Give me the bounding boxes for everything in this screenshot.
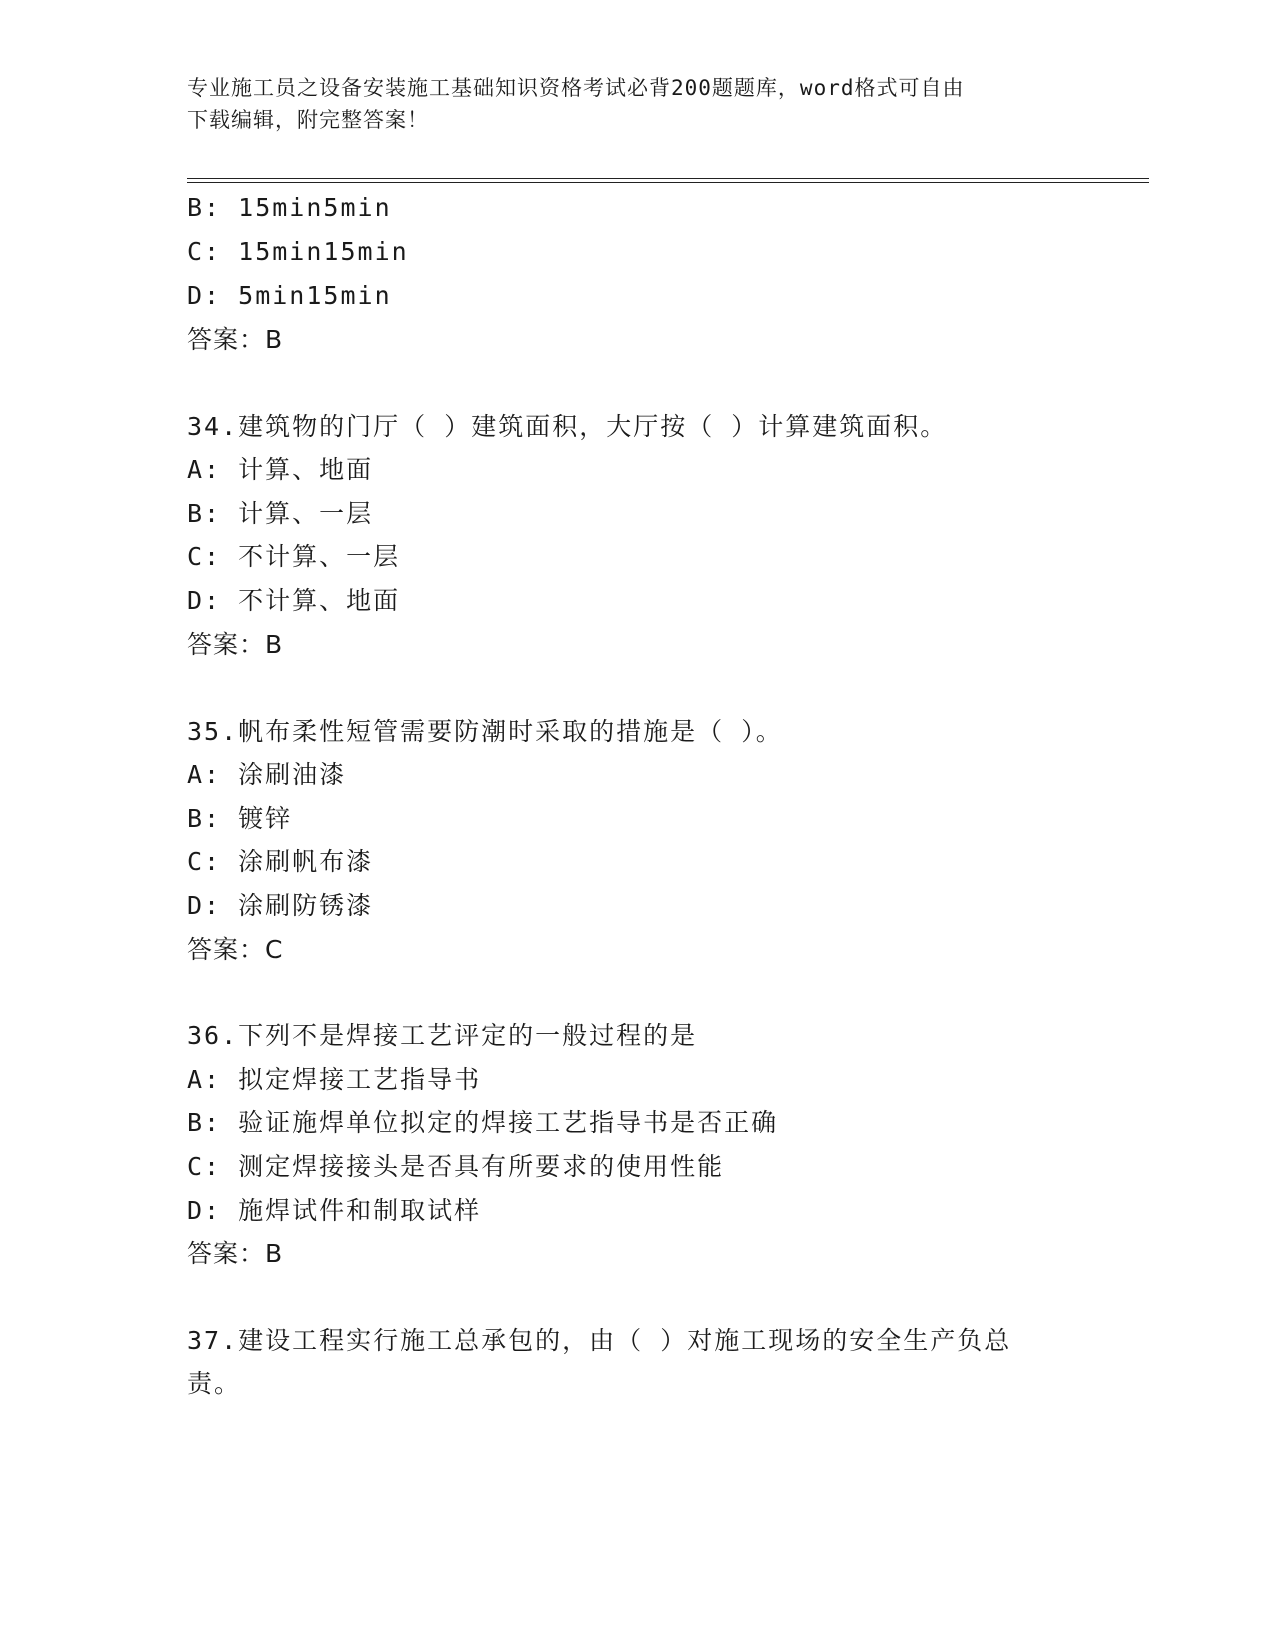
q36-option-b: B: 验证施焊单位拟定的焊接工艺指导书是否正确 [187, 1108, 779, 1137]
document-header [187, 72, 1087, 136]
q34-option-b: B: 计算、一层 [187, 499, 374, 528]
q35-question: 35.帆布柔性短管需要防潮时采取的措施是（ ）。 [187, 717, 783, 746]
q33-option-b: B: 15min5min [187, 193, 392, 222]
q34-option-a: A: 计算、地面 [187, 455, 374, 484]
header-line-1: 专业施工员之设备安装施工基础知识资格考试必背200题题库，word格式可自由 [187, 76, 965, 100]
q36-option-d: D: 施焊试件和制取试样 [187, 1196, 482, 1225]
q36-option-c: C: 测定焊接接头是否具有所要求的使用性能 [187, 1152, 725, 1181]
q33-option-c: C: 15min15min [187, 237, 409, 266]
q37-question-line-1: 37.建设工程实行施工总承包的，由（ ）对施工现场的安全生产负总 [187, 1326, 1012, 1355]
q34-option-d: D: 不计算、地面 [187, 586, 401, 615]
header-divider-top [187, 178, 1149, 179]
q34-answer: 答案：B [187, 630, 284, 659]
q36-option-a: A: 拟定焊接工艺指导书 [187, 1065, 482, 1094]
q34-option-c: C: 不计算、一层 [187, 542, 401, 571]
header-line-2: 下载编辑，附完整答案！ [187, 108, 429, 132]
header-divider-bottom [187, 182, 1149, 183]
q34-question: 34.建筑物的门厅（ ）建筑面积，大厅按（ ）计算建筑面积。 [187, 412, 948, 441]
q36-question: 36.下列不是焊接工艺评定的一般过程的是 [187, 1021, 698, 1050]
q35-option-d: D: 涂刷防锈漆 [187, 891, 374, 920]
q35-option-a: A: 涂刷油漆 [187, 760, 347, 789]
q35-option-b: B: 镀锌 [187, 804, 293, 833]
q33-answer: 答案：B [187, 325, 284, 354]
q37-question-line-2: 责。 [187, 1369, 242, 1398]
q33-option-d: D: 5min15min [187, 281, 392, 310]
q35-option-c: C: 涂刷帆布漆 [187, 847, 374, 876]
q35-answer: 答案：C [187, 935, 284, 964]
q36-answer: 答案：B [187, 1239, 284, 1268]
